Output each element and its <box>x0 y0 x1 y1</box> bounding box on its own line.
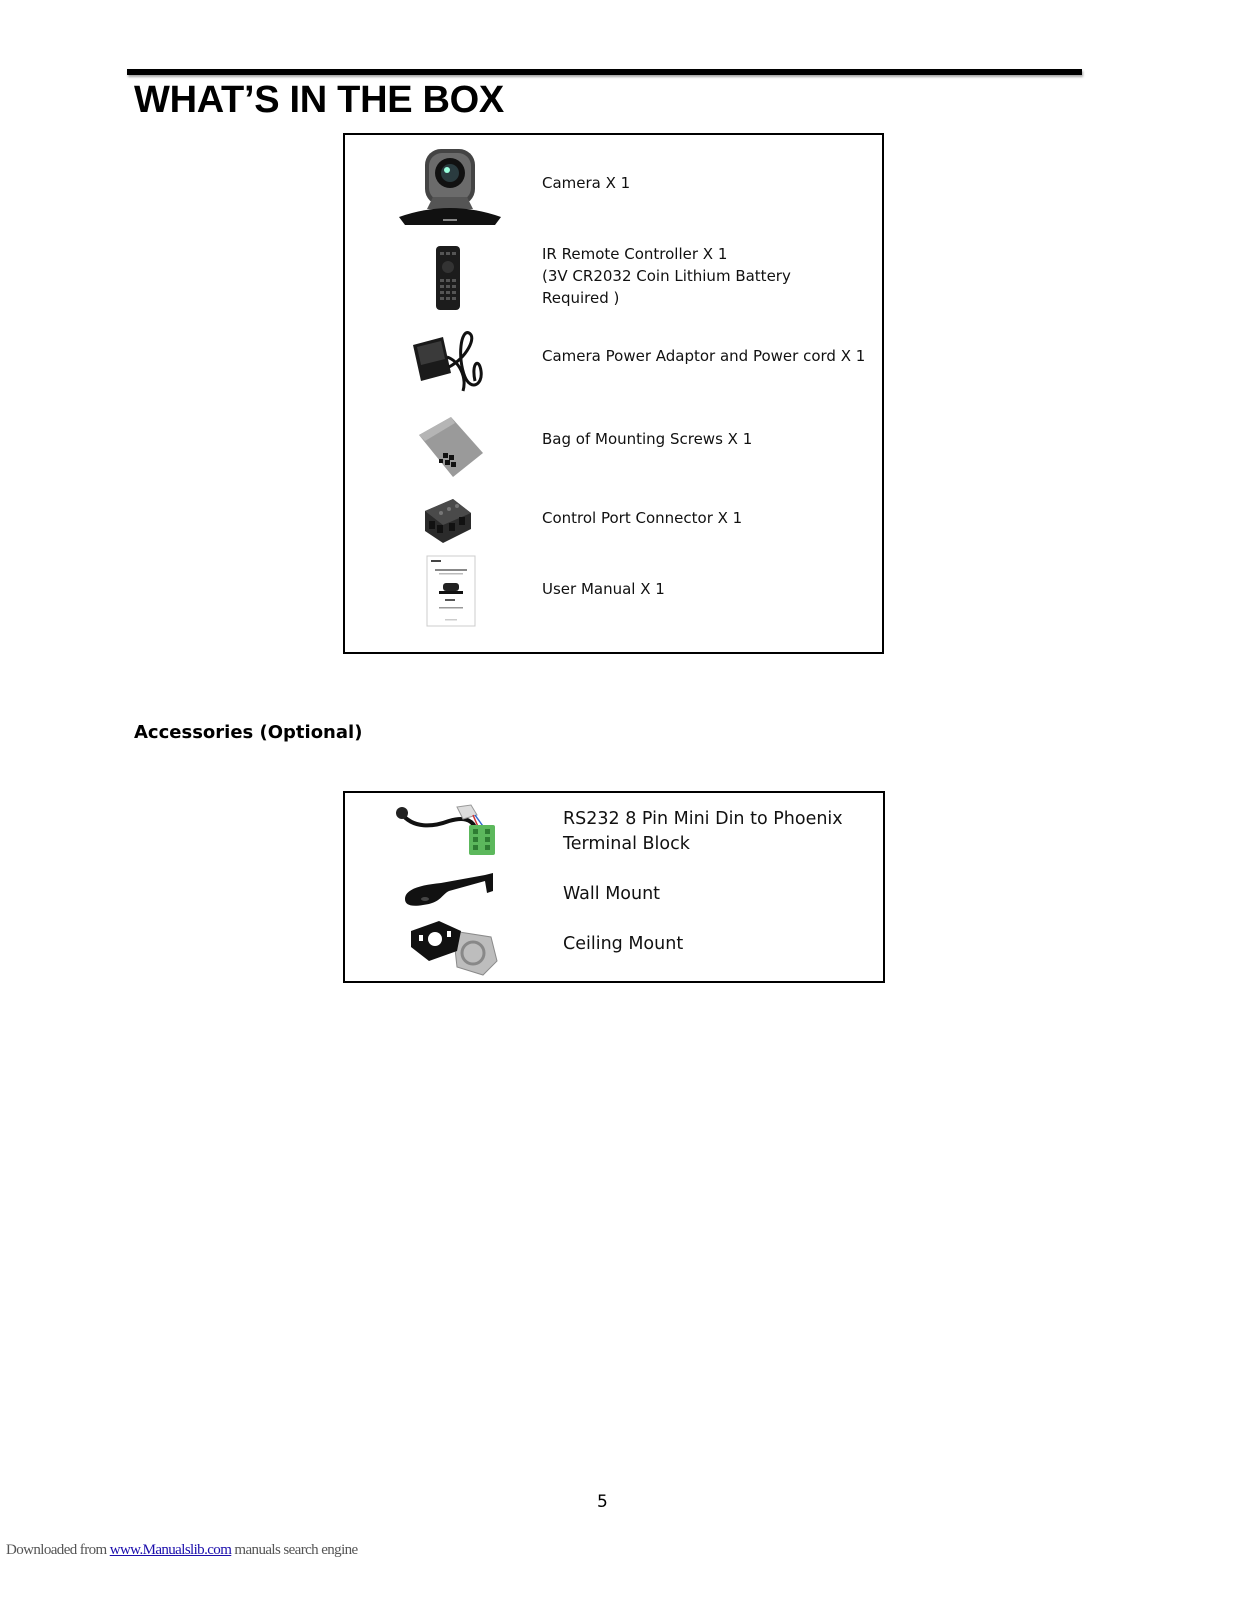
page-number: 5 <box>597 1492 608 1512</box>
accessory-label: RS232 8 Pin Mini Din to Phoenix Terminal Block <box>563 809 843 854</box>
ceiling-mount-icon <box>405 917 501 979</box>
manualslib-link[interactable]: www.Manualslib.com <box>109 1542 232 1558</box>
accessories-panel <box>343 791 885 983</box>
camera-icon <box>395 145 505 227</box>
box-item-label: Control Port Connector X 1 <box>542 509 743 527</box>
connector-icon <box>419 493 477 547</box>
box-item-label: IR Remote Controller X 1 (3V CR2032 Coin Lithium Battery Required ) <box>542 245 791 307</box>
footer-suffix: manuals search engine <box>231 1542 358 1558</box>
box-item-label: Bag of Mounting Screws X 1 <box>542 430 753 448</box>
header-rule <box>127 69 1082 75</box>
manual-icon <box>425 555 477 627</box>
accessory-label: Ceiling Mount <box>563 934 684 954</box>
page-title: WHAT’S IN THE BOX <box>134 79 504 121</box>
footer-prefix: Downloaded from <box>6 1542 110 1558</box>
wall-mount-icon <box>401 867 497 911</box>
rs232-cable-icon <box>393 799 503 863</box>
remote-control-icon <box>430 243 466 313</box>
accessories-heading: Accessories (Optional) <box>134 722 363 743</box>
screw-bag-icon <box>413 413 487 481</box>
box-contents-panel <box>343 133 884 654</box>
footer <box>6 1542 358 1559</box>
accessory-label: Wall Mount <box>563 884 661 904</box>
box-item-label: User Manual X 1 <box>542 580 665 598</box>
power-adaptor-icon <box>407 327 489 399</box>
box-item-label: Camera X 1 <box>542 174 631 192</box>
box-item-label: Camera Power Adaptor and Power cord X 1 <box>542 347 866 365</box>
